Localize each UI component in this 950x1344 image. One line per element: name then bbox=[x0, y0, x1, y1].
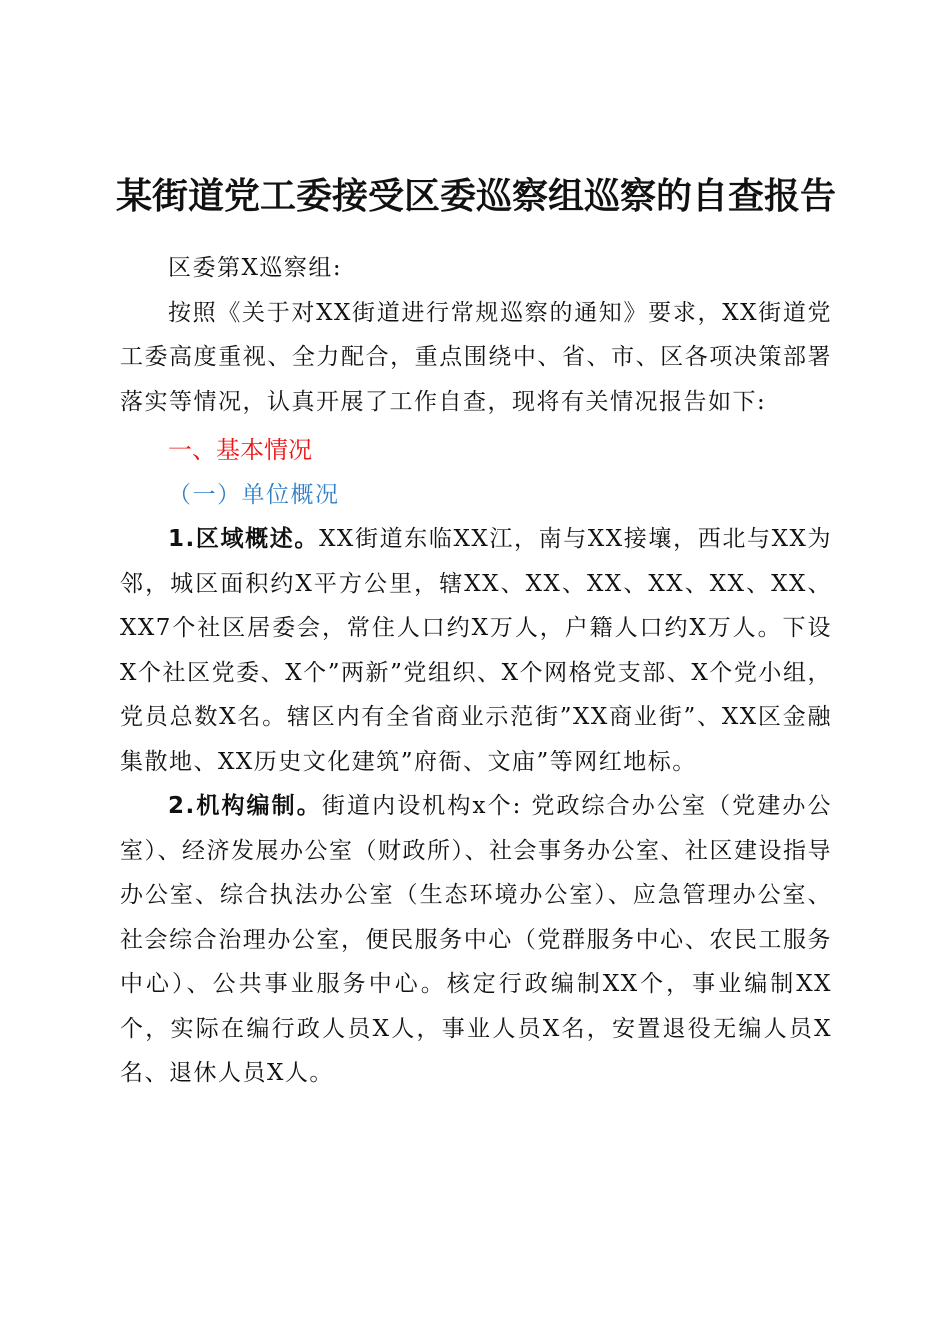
intro-paragraph: 按照《关于对XX街道进行常规巡察的通知》要求，XX街道党工委高度重视、全力配合，重点围绕中、省、市、区各项决策部署落实等情况，认真开展了工作自查，现将有关情况报告如下: bbox=[120, 299, 832, 415]
paragraph-lead-area-overview: 1.区域概述。 bbox=[168, 526, 320, 552]
document-title: 某街道党工委接受区委巡察组巡察的自查报告 bbox=[115, 176, 836, 217]
paragraph-organization bbox=[120, 784, 832, 1096]
paragraph-area-overview bbox=[120, 517, 832, 784]
document-page bbox=[115, 160, 836, 1096]
paragraph-lead-organization: 2.机构编制。 bbox=[168, 793, 322, 819]
subsection-heading-unit-overview: （一）单位概况 bbox=[168, 481, 340, 508]
paragraph-body-organization: 街道内设机构x个: 党政综合办公室（党建办公室）、经济发展办公室（财政所）、社会事务办公室、社区建设指导办公室、综合执法办公室（生态环境办公室）、应急管理办公室、社会综合治理办公室，便民服务中心（党群服务中心、农民工服务中心）、公共事业服务中心。核定行政编制XX个，事业编制XX个，实际在编行政人员X人，事业人员X名，安置退役无编人员X名、退休人员X人。 bbox=[120, 793, 832, 1086]
section-heading-basic-situation: 一、基本情况 bbox=[168, 436, 312, 464]
salutation: 区委第X巡察组: bbox=[168, 255, 343, 281]
paragraph-body-area-overview: XX街道东临XX江，南与XX接壤，西北与XX为邻，城区面积约X平方公里，辖XX、XX、XX、XX、XX、XX、XX7个社区居委会，常住人口约X万人，户籍人口约X万人。下设X个社区党委、X个”两新”党组织、X个网格党支部、X个党小组，党员总数X名。辖区内有全省商业示范街”XX商业街”、XX区金融集散地、XX历史文化建筑”府衙、文庙”等网红地标。 bbox=[120, 526, 832, 775]
